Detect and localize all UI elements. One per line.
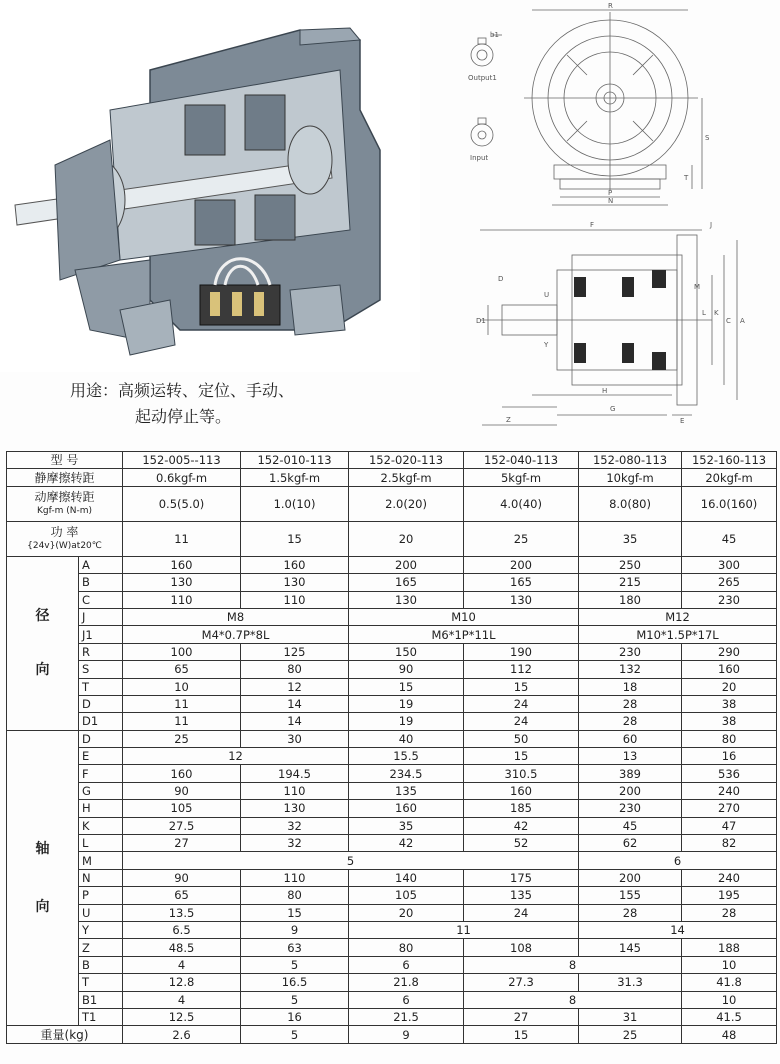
value-cell: 45 [682,521,777,556]
value-cell: 10 [682,991,777,1008]
value-cell: 21.8 [349,974,464,991]
b1-label: b1 [490,31,499,39]
model-cell: 152-080-113 [579,452,682,469]
axial-row-K [7,817,777,834]
value-cell: 5 [241,1026,349,1043]
value-cell: 160 [349,800,464,817]
radial-row-D1 [7,713,777,730]
value-cell: 13.5 [123,904,241,921]
value-cell: 130 [241,800,349,817]
value-cell: 9 [349,1026,464,1043]
value-cell: 0.5(5.0) [123,486,241,521]
value-cell: 80 [241,887,349,904]
value-cell: 65 [123,661,241,678]
value-cell: 35 [349,817,464,834]
row-key: N [79,869,123,886]
value-cell: 62 [579,835,682,852]
value-cell: 240 [682,782,777,799]
value-cell: 145 [579,939,682,956]
spec-table [6,451,777,1044]
input-label: Input [470,154,489,162]
value-cell: 160 [464,782,579,799]
radial-row-R [7,643,777,660]
clutch-brake-cutaway-image [0,0,420,372]
power-unit: {24v}(W)at20℃ [27,540,102,551]
value-cell: 50 [464,730,579,747]
value-cell: 2.5kgf-m [349,469,464,486]
value-cell: 20 [682,678,777,695]
value-cell: 19 [349,713,464,730]
value-cell: 42 [349,835,464,852]
value-cell: 15 [349,678,464,695]
axial-group-label [7,730,79,1026]
axial-row-E [7,748,777,765]
model-cell: 152-040-113 [464,452,579,469]
radial-row-J [7,608,777,625]
merged-value-cell: M10 [349,608,579,625]
merged-value-cell: 8 [464,956,682,973]
row-key: B [79,574,123,591]
value-cell: 27 [123,835,241,852]
axial-row-G [7,782,777,799]
value-cell: 175 [464,869,579,886]
value-cell: 112 [464,661,579,678]
dynamic-torque-row [7,486,777,521]
axial-row-N [7,869,777,886]
value-cell: 42 [464,817,579,834]
row-key: T1 [79,1008,123,1025]
merged-value-cell: 14 [579,921,777,938]
value-cell: 200 [349,556,464,573]
value-cell: 15 [241,904,349,921]
value-cell: 108 [464,939,579,956]
value-cell: 11 [123,713,241,730]
value-cell: 12.8 [123,974,241,991]
merged-value-cell: 12 [123,748,349,765]
axial-row-L [7,835,777,852]
dim-Y-label: Y [544,341,549,349]
value-cell: 110 [123,591,241,608]
value-cell: 200 [579,782,682,799]
caption-line-1: 用途：高频运转、定位、手动、 [70,381,295,400]
merged-value-cell: 6 [579,852,777,869]
value-cell: 48.5 [123,939,241,956]
value-cell: 110 [241,591,349,608]
value-cell: 20kgf-m [682,469,777,486]
value-cell: 45 [579,817,682,834]
merged-value-cell: M6*1P*11L [349,626,579,643]
row-key: T [79,974,123,991]
dim-C-label: C [726,317,731,325]
value-cell: 2.6 [123,1026,241,1043]
dim-E-label: E [680,417,685,425]
value-cell: 1.5kgf-m [241,469,349,486]
row-key: B [79,956,123,973]
radial-row-J1 [7,626,777,643]
value-cell: 28 [579,713,682,730]
axial-row-Y [7,921,777,938]
value-cell: 1.0(10) [241,486,349,521]
value-cell: 28 [682,904,777,921]
value-cell: 160 [123,765,241,782]
value-cell: 150 [349,643,464,660]
value-cell: 16 [241,1008,349,1025]
row-key: H [79,800,123,817]
value-cell: 8.0(80) [579,486,682,521]
value-cell: 270 [682,800,777,817]
value-cell: 41.5 [682,1008,777,1025]
axial-row-T1 [7,1008,777,1025]
value-cell: 200 [464,556,579,573]
dynamic-torque-unit: Kgf-m (N-m) [37,505,92,516]
value-cell: 60 [579,730,682,747]
value-cell: 63 [241,939,349,956]
value-cell: 32 [241,835,349,852]
value-cell: 25 [464,521,579,556]
value-cell: 110 [241,782,349,799]
value-cell: 194.5 [241,765,349,782]
dim-F-label: F [590,221,595,229]
radial-group-top: 径 [35,608,50,625]
value-cell: 9 [241,921,349,938]
value-cell: 15 [464,678,579,695]
section-view-drawing [462,215,780,440]
axial-row-B1 [7,991,777,1008]
radial-row-C [7,591,777,608]
value-cell: 21.5 [349,1008,464,1025]
value-cell: 234.5 [349,765,464,782]
value-cell: 10 [682,956,777,973]
value-cell: 27.3 [464,974,579,991]
row-key: D1 [79,713,123,730]
value-cell: 155 [579,887,682,904]
value-cell: 65 [123,887,241,904]
value-cell: 80 [241,661,349,678]
value-cell: 160 [123,556,241,573]
top-section [0,0,780,440]
model-cell: 152-005--113 [123,452,241,469]
value-cell: 31 [579,1008,682,1025]
value-cell: 31.3 [579,974,682,991]
value-cell: 38 [682,695,777,712]
dim-R-label: R [608,2,613,10]
value-cell: 47 [682,817,777,834]
value-cell: 230 [682,591,777,608]
value-cell: 15.5 [349,748,464,765]
dim-T-label: T [684,174,689,182]
merged-value-cell: M12 [579,608,777,625]
dim-M-label: M [694,283,701,291]
row-key: S [79,661,123,678]
row-key: M [79,852,123,869]
row-key: T [79,678,123,695]
model-cell: 152-020-113 [349,452,464,469]
value-cell: 41.8 [682,974,777,991]
caption-line-2: 起动停止等。 [135,407,232,426]
value-cell: 90 [123,869,241,886]
value-cell: 105 [123,800,241,817]
radial-row-A [7,556,777,573]
value-cell: 52 [464,835,579,852]
row-key: D [79,730,123,747]
radial-group-label [7,556,79,730]
value-cell: 27 [464,1008,579,1025]
value-cell: 12.5 [123,1008,241,1025]
merged-value-cell: M10*1.5P*17L [579,626,777,643]
dim-N-label: N [608,197,614,205]
value-cell: 16 [682,748,777,765]
radial-row-D [7,695,777,712]
value-cell: 200 [579,869,682,886]
power-label: 功 率 [50,524,79,539]
radial-row-B [7,574,777,591]
value-cell: 80 [682,730,777,747]
row-key: D [79,695,123,712]
value-cell: 230 [579,800,682,817]
value-cell: 140 [349,869,464,886]
power-row [7,521,777,556]
value-cell: 188 [682,939,777,956]
value-cell: 12 [241,678,349,695]
model-label: 型 号 [7,452,123,469]
value-cell: 16.0(160) [682,486,777,521]
dim-S-label: S [705,134,710,142]
value-cell: 230 [579,643,682,660]
row-key: A [79,556,123,573]
output-label: Output1 [468,74,497,82]
value-cell: 15 [464,1026,579,1043]
value-cell: 135 [464,887,579,904]
value-cell: 20 [349,521,464,556]
dim-J-label: J [710,221,713,229]
value-cell: 10kgf-m [579,469,682,486]
value-cell: 4 [123,991,241,1008]
value-cell: 14 [241,695,349,712]
value-cell: 4 [123,956,241,973]
value-cell: 15 [464,748,579,765]
merged-value-cell: 5 [123,852,579,869]
value-cell: 165 [349,574,464,591]
row-key: E [79,748,123,765]
dim-P-label: P [608,189,613,197]
value-cell: 240 [682,869,777,886]
axial-group-top: 轴 [35,841,50,857]
value-cell: 18 [579,678,682,695]
radial-group-bottom: 向 [35,662,50,679]
value-cell: 10 [123,678,241,695]
value-cell: 250 [579,556,682,573]
value-cell: 24 [464,904,579,921]
value-cell: 27.5 [123,817,241,834]
row-key: K [79,817,123,834]
merged-value-cell: M8 [123,608,349,625]
row-key: C [79,591,123,608]
value-cell: 300 [682,556,777,573]
value-cell: 4.0(40) [464,486,579,521]
value-cell: 130 [464,591,579,608]
dim-A-label: A [740,317,745,325]
value-cell: 24 [464,713,579,730]
row-key: G [79,782,123,799]
value-cell: 389 [579,765,682,782]
value-cell: 30 [241,730,349,747]
merged-value-cell: M4*0.7P*8L [123,626,349,643]
dim-D1-label: D1 [476,317,486,325]
value-cell: 11 [123,695,241,712]
axial-row-D [7,730,777,747]
value-cell: 25 [123,730,241,747]
dim-D-label: D [498,275,504,283]
row-key: J [79,608,123,625]
axial-row-T [7,974,777,991]
axial-row-U [7,904,777,921]
value-cell: 13 [579,748,682,765]
value-cell: 190 [464,643,579,660]
value-cell: 28 [579,695,682,712]
value-cell: 82 [682,835,777,852]
value-cell: 6 [349,991,464,1008]
weight-row [7,1026,777,1043]
dim-L-label: L [702,309,706,317]
dynamic-torque-label-cell [7,486,123,521]
value-cell: 48 [682,1026,777,1043]
row-key: R [79,643,123,660]
value-cell: 265 [682,574,777,591]
row-key: B1 [79,991,123,1008]
model-cell: 152-160-113 [682,452,777,469]
value-cell: 90 [123,782,241,799]
value-cell: 536 [682,765,777,782]
value-cell: 160 [241,556,349,573]
value-cell: 5 [241,991,349,1008]
static-torque-row [7,469,777,486]
value-cell: 6.5 [123,921,241,938]
axial-row-Z [7,939,777,956]
value-cell: 20 [349,904,464,921]
row-key: F [79,765,123,782]
row-key: L [79,835,123,852]
value-cell: 0.6kgf-m [123,469,241,486]
value-cell: 215 [579,574,682,591]
dim-K-label: K [714,309,719,317]
value-cell: 105 [349,887,464,904]
static-torque-label: 静摩擦转距 [7,469,123,486]
value-cell: 185 [464,800,579,817]
axial-row-P [7,887,777,904]
usage-caption [70,378,294,430]
value-cell: 160 [682,661,777,678]
radial-row-T [7,678,777,695]
value-cell: 11 [123,521,241,556]
row-key: P [79,887,123,904]
model-cell: 152-010-113 [241,452,349,469]
power-label-cell [7,521,123,556]
dim-U-label: U [544,291,550,299]
row-key: Z [79,939,123,956]
merged-value-cell: 8 [464,991,682,1008]
value-cell: 110 [241,869,349,886]
value-cell: 310.5 [464,765,579,782]
value-cell: 80 [349,939,464,956]
value-cell: 5 [241,956,349,973]
merged-value-cell: 11 [349,921,579,938]
dim-G-label: G [610,405,616,413]
axial-row-M [7,852,777,869]
value-cell: 38 [682,713,777,730]
radial-row-S [7,661,777,678]
value-cell: 19 [349,695,464,712]
value-cell: 180 [579,591,682,608]
value-cell: 32 [241,817,349,834]
value-cell: 5kgf-m [464,469,579,486]
axial-row-B [7,956,777,973]
value-cell: 25 [579,1026,682,1043]
value-cell: 35 [579,521,682,556]
value-cell: 24 [464,695,579,712]
value-cell: 125 [241,643,349,660]
dynamic-torque-label: 动摩擦转距 [34,489,95,504]
value-cell: 40 [349,730,464,747]
value-cell: 90 [349,661,464,678]
axial-row-F [7,765,777,782]
value-cell: 28 [579,904,682,921]
weight-label: 重量(kg) [7,1026,123,1043]
value-cell: 2.0(20) [349,486,464,521]
value-cell: 135 [349,782,464,799]
front-view-drawing [462,0,780,215]
axial-row-H [7,800,777,817]
value-cell: 290 [682,643,777,660]
value-cell: 14 [241,713,349,730]
dim-H-label: H [602,387,608,395]
dim-Z-label: Z [506,416,511,424]
value-cell: 130 [241,574,349,591]
value-cell: 6 [349,956,464,973]
value-cell: 16.5 [241,974,349,991]
value-cell: 15 [241,521,349,556]
row-key: Y [79,921,123,938]
axial-group-bottom: 向 [35,899,50,915]
row-key: U [79,904,123,921]
value-cell: 165 [464,574,579,591]
value-cell: 130 [123,574,241,591]
row-key: J1 [79,626,123,643]
value-cell: 132 [579,661,682,678]
value-cell: 100 [123,643,241,660]
value-cell: 130 [349,591,464,608]
value-cell: 195 [682,887,777,904]
header-row [7,452,777,469]
